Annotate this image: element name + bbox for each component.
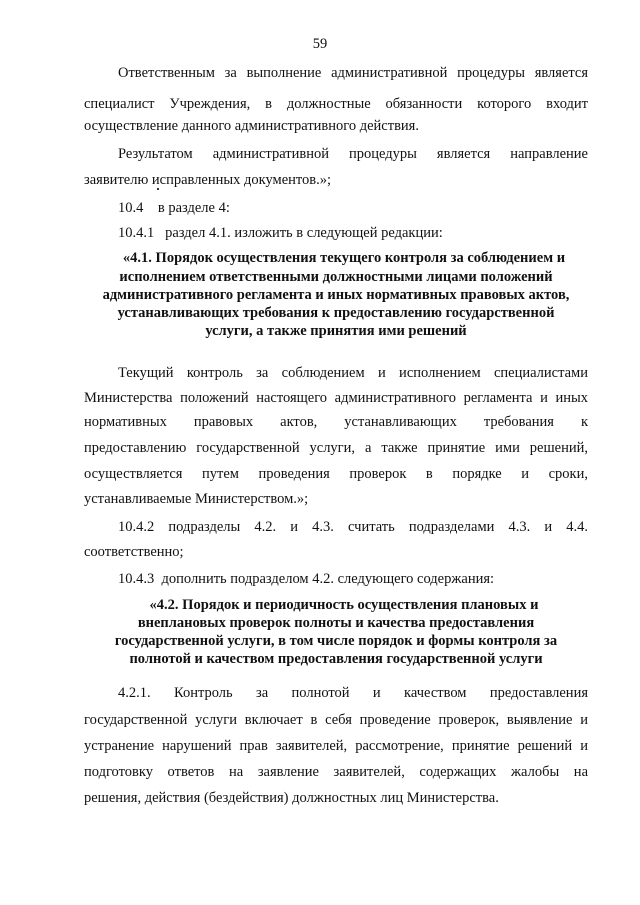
section-heading-line: услуги, а также принятия ими решений (205, 323, 467, 339)
stray-mark (157, 188, 159, 190)
paragraph-line: государственной услуги включает в себя проведение проверок, выявление и (84, 712, 588, 728)
list-item-10-4: 10.4 в разделе 4: (118, 200, 230, 216)
section-heading-line: устанавливающих требования к предоставлению государственной (117, 305, 555, 321)
list-item-10-4-2: 10.4.2 подразделы 4.2. и 4.3. считать подразделами 4.3. и 4.4. (118, 519, 588, 535)
section-heading-line: исполнением ответственными должностными лицами положений (119, 269, 553, 285)
paragraph-line: Результатом административной процедуры является направление (118, 146, 588, 162)
section-heading-line: государственной услуги, в том числе порядок и формы контроля за (114, 633, 558, 649)
paragraph-line: осуществление данного административного действия. (84, 118, 419, 134)
paragraph-line: устранение нарушений прав заявителей, рассмотрение, принятие решений и (84, 738, 588, 754)
list-item-10-4-1: 10.4.1 раздел 4.1. изложить в следующей редакции: (118, 225, 443, 241)
paragraph-line: заявителю исправленных документов.»; (84, 172, 332, 188)
paragraph-line: Министерства положений настоящего административного регламента и иных (84, 390, 588, 406)
section-heading-line: «4.1. Порядок осуществления текущего контроля за соблюдением и (122, 250, 566, 266)
paragraph-line: нормативных правовых актов, устанавливающих требования к (84, 414, 588, 430)
section-heading-line: полнотой и качеством предоставления государственной услуги (129, 651, 543, 667)
paragraph-line: подготовку ответов на заявление заявителей, содержащих жалобы на (84, 764, 588, 780)
paragraph-line: решения, действия (бездействия) должностных лиц Министерства. (84, 790, 499, 806)
paragraph-line: устанавливаемые Министерством.»; (84, 491, 309, 507)
section-heading-line: административного регламента и иных нормативных правовых актов, (102, 287, 570, 303)
list-item-10-4-2-continuation: соответственно; (84, 544, 184, 560)
section-heading-line: внеплановых проверок полноты и качества предоставления (137, 615, 535, 631)
page-number: 59 (312, 36, 328, 52)
list-item-10-4-3: 10.4.3 дополнить подразделом 4.2. следующего содержания: (118, 571, 495, 587)
paragraph-line: предоставлению государственной услуги, а также принятие ими решений, (84, 440, 588, 456)
paragraph-line: специалист Учреждения, в должностные обязанности которого входит (84, 96, 588, 112)
paragraph-line: Ответственным за выполнение административной процедуры является (118, 65, 588, 81)
section-heading-line: «4.2. Порядок и периодичность осуществления плановых и (149, 597, 539, 613)
paragraph-line: осуществляется путем проведения проверок в порядке и сроки, (84, 466, 588, 482)
paragraph-line: Текущий контроль за соблюдением и исполнением специалистами (118, 365, 588, 381)
paragraph-line: 4.2.1. Контроль за полнотой и качеством предоставления (118, 685, 588, 701)
